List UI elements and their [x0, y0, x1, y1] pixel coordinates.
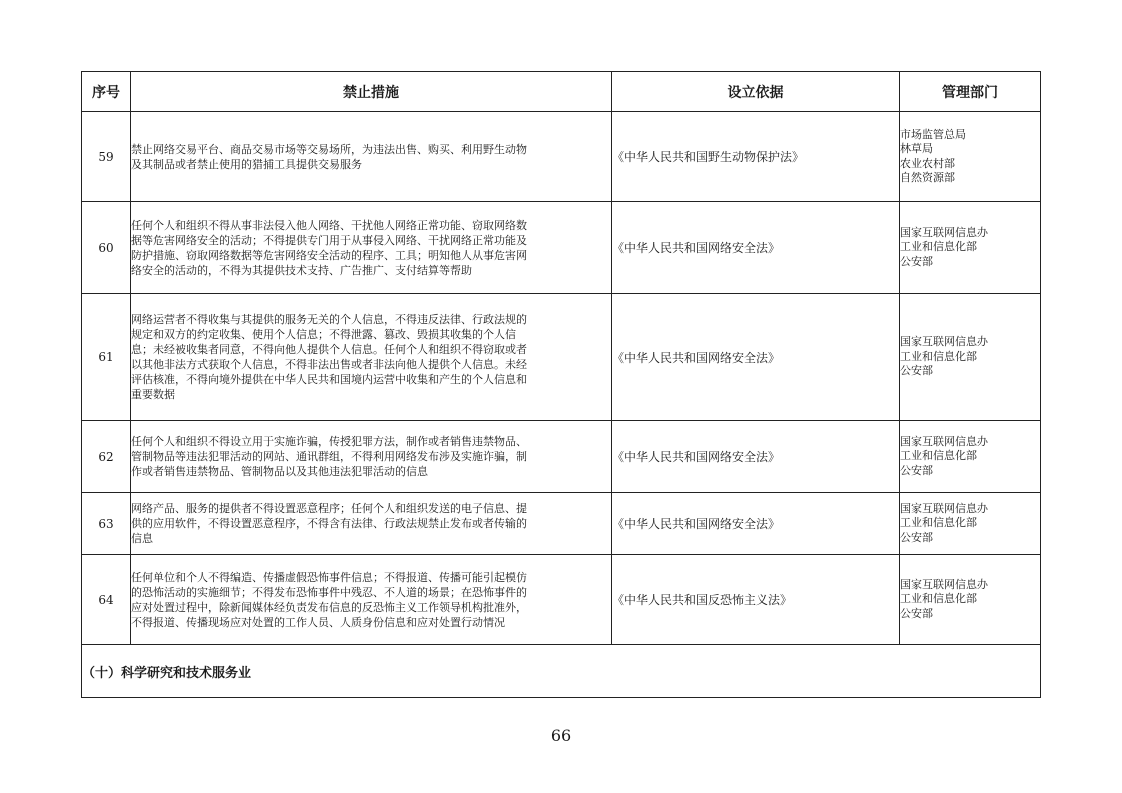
row-basis: 《中华人民共和国网络安全法》	[612, 294, 900, 421]
measure-line: 息；未经被收集者同意，不得向他人提供个人信息。任何个人和组织不得窃取或者	[131, 343, 527, 356]
row-dept	[900, 294, 1041, 421]
measure-line: 及其制品或者禁止使用的猎捕工具提供交易服务	[131, 157, 362, 171]
dept-line: 国家互联网信息办	[900, 434, 988, 448]
dept-line: 公安部	[900, 364, 933, 378]
header-measure: 禁止措施	[131, 72, 612, 112]
dept-line: 工业和信息化部	[900, 516, 977, 530]
row-dept	[900, 202, 1041, 294]
table-row	[82, 421, 1041, 493]
header-basis: 设立依据	[612, 72, 900, 112]
row-measure	[131, 294, 612, 421]
dept-line: 工业和信息化部	[900, 592, 977, 606]
measure-line: 网络运营者不得收集与其提供的服务无关的个人信息，不得违反法律、行政法规的	[131, 313, 527, 326]
table-row	[82, 555, 1041, 645]
row-basis: 《中华人民共和国野生动物保护法》	[612, 112, 900, 202]
row-measure	[131, 493, 612, 555]
row-dept	[900, 555, 1041, 645]
dept-line: 工业和信息化部	[900, 349, 977, 363]
measure-line: 管制物品等违法犯罪活动的网站、通讯群组，不得利用网络发布涉及实施诈骗，制	[131, 450, 527, 463]
measure-line: 据等危害网络安全的活动；不得提供专门用于从事侵入网络、干扰网络正常功能及	[131, 233, 527, 247]
row-basis: 《中华人民共和国网络安全法》	[612, 421, 900, 493]
row-dept	[900, 493, 1041, 555]
table-row	[82, 112, 1041, 202]
measure-line: 供的应用软件，不得设置恶意程序，不得含有法律、行政法规禁止发布或者传输的	[131, 517, 527, 530]
dept-line: 国家互联网信息办	[900, 335, 988, 349]
measure-line: 任何个人和组织不得从事非法侵入他人网络、干扰他人网络正常功能、窃取网络数	[131, 218, 527, 232]
row-dept	[900, 112, 1041, 202]
dept-line: 公安部	[900, 463, 933, 477]
measure-line: 任何个人和组织不得设立用于实施诈骗，传授犯罪方法，制作或者销售违禁物品、	[131, 435, 527, 448]
measure-line: 作或者销售违禁物品、管制物品以及其他违法犯罪活动的信息	[131, 465, 428, 478]
dept-line: 国家互联网信息办	[900, 225, 988, 239]
measure-line: 重要数据	[131, 388, 175, 401]
prohibition-table	[81, 71, 1041, 698]
measure-line: 以其他非法方式获取个人信息，不得非法出售或者非法向他人提供个人信息。未经	[131, 358, 527, 371]
dept-line: 工业和信息化部	[900, 449, 977, 463]
row-measure	[131, 555, 612, 645]
row-number: 59	[82, 112, 131, 202]
table-row	[82, 202, 1041, 294]
table-header-row	[82, 72, 1041, 112]
measure-line: 防护措施、窃取网络数据等危害网络安全活动的程序、工具；明知他人从事危害网	[131, 248, 527, 262]
row-measure	[131, 112, 612, 202]
dept-line: 工业和信息化部	[900, 240, 977, 254]
measure-line: 禁止网络交易平台、商品交易市场等交易场所，为违法出售、购买、利用野生动物	[131, 142, 527, 156]
dept-line: 市场监管总局	[900, 127, 966, 141]
row-basis: 《中华人民共和国网络安全法》	[612, 202, 900, 294]
measure-line: 评估核准，不得向境外提供在中华人民共和国境内运营中收集和产生的个人信息和	[131, 373, 527, 386]
section-row	[82, 645, 1041, 698]
measure-line: 规定和双方的约定收集、使用个人信息；不得泄露、篡改、毁损其收集的个人信	[131, 328, 516, 341]
measure-line: 网络产品、服务的提供者不得设置恶意程序；任何个人和组织发送的电子信息、提	[131, 502, 527, 515]
measure-line: 不得报道、传播现场应对处置的工作人员、人质身份信息和应对处置行动情况	[131, 615, 505, 629]
dept-line: 国家互联网信息办	[900, 501, 988, 515]
measure-line: 络安全的活动的，不得为其提供技术支持、广告推广、支付结算等帮助	[131, 263, 472, 277]
dept-line: 农业农村部	[900, 156, 955, 170]
dept-line: 自然资源部	[900, 171, 955, 184]
row-basis: 《中华人民共和国网络安全法》	[612, 493, 900, 555]
row-number: 64	[82, 555, 131, 645]
header-dept: 管理部门	[900, 72, 1041, 112]
page-number: 66	[550, 726, 572, 745]
row-measure	[131, 421, 612, 493]
section-heading: （十）科学研究和技术服务业	[82, 645, 1041, 698]
row-measure	[131, 202, 612, 294]
dept-line: 公安部	[900, 254, 933, 268]
measure-line: 应对处置过程中，除新闻媒体经负责发布信息的反恐怖主义工作领导机构批准外，	[131, 600, 527, 614]
table-row	[82, 493, 1041, 555]
row-number: 61	[82, 294, 131, 421]
header-num: 序号	[82, 72, 131, 112]
dept-line: 林草局	[900, 142, 933, 155]
row-number: 60	[82, 202, 131, 294]
row-number: 63	[82, 493, 131, 555]
row-number: 62	[82, 421, 131, 493]
table-row	[82, 294, 1041, 421]
measure-line: 的恐怖活动的实施细节；不得发布恐怖事件中残忍、不人道的场景；在恐怖事件的	[131, 585, 527, 599]
measure-line: 信息	[131, 532, 153, 545]
dept-line: 公安部	[900, 606, 933, 620]
dept-line: 国家互联网信息办	[900, 577, 988, 591]
measure-line: 任何单位和个人不得编造、传播虚假恐怖事件信息；不得报道、传播可能引起模仿	[131, 570, 527, 584]
dept-line: 公安部	[900, 530, 933, 544]
row-dept	[900, 421, 1041, 493]
row-basis: 《中华人民共和国反恐怖主义法》	[612, 555, 900, 645]
